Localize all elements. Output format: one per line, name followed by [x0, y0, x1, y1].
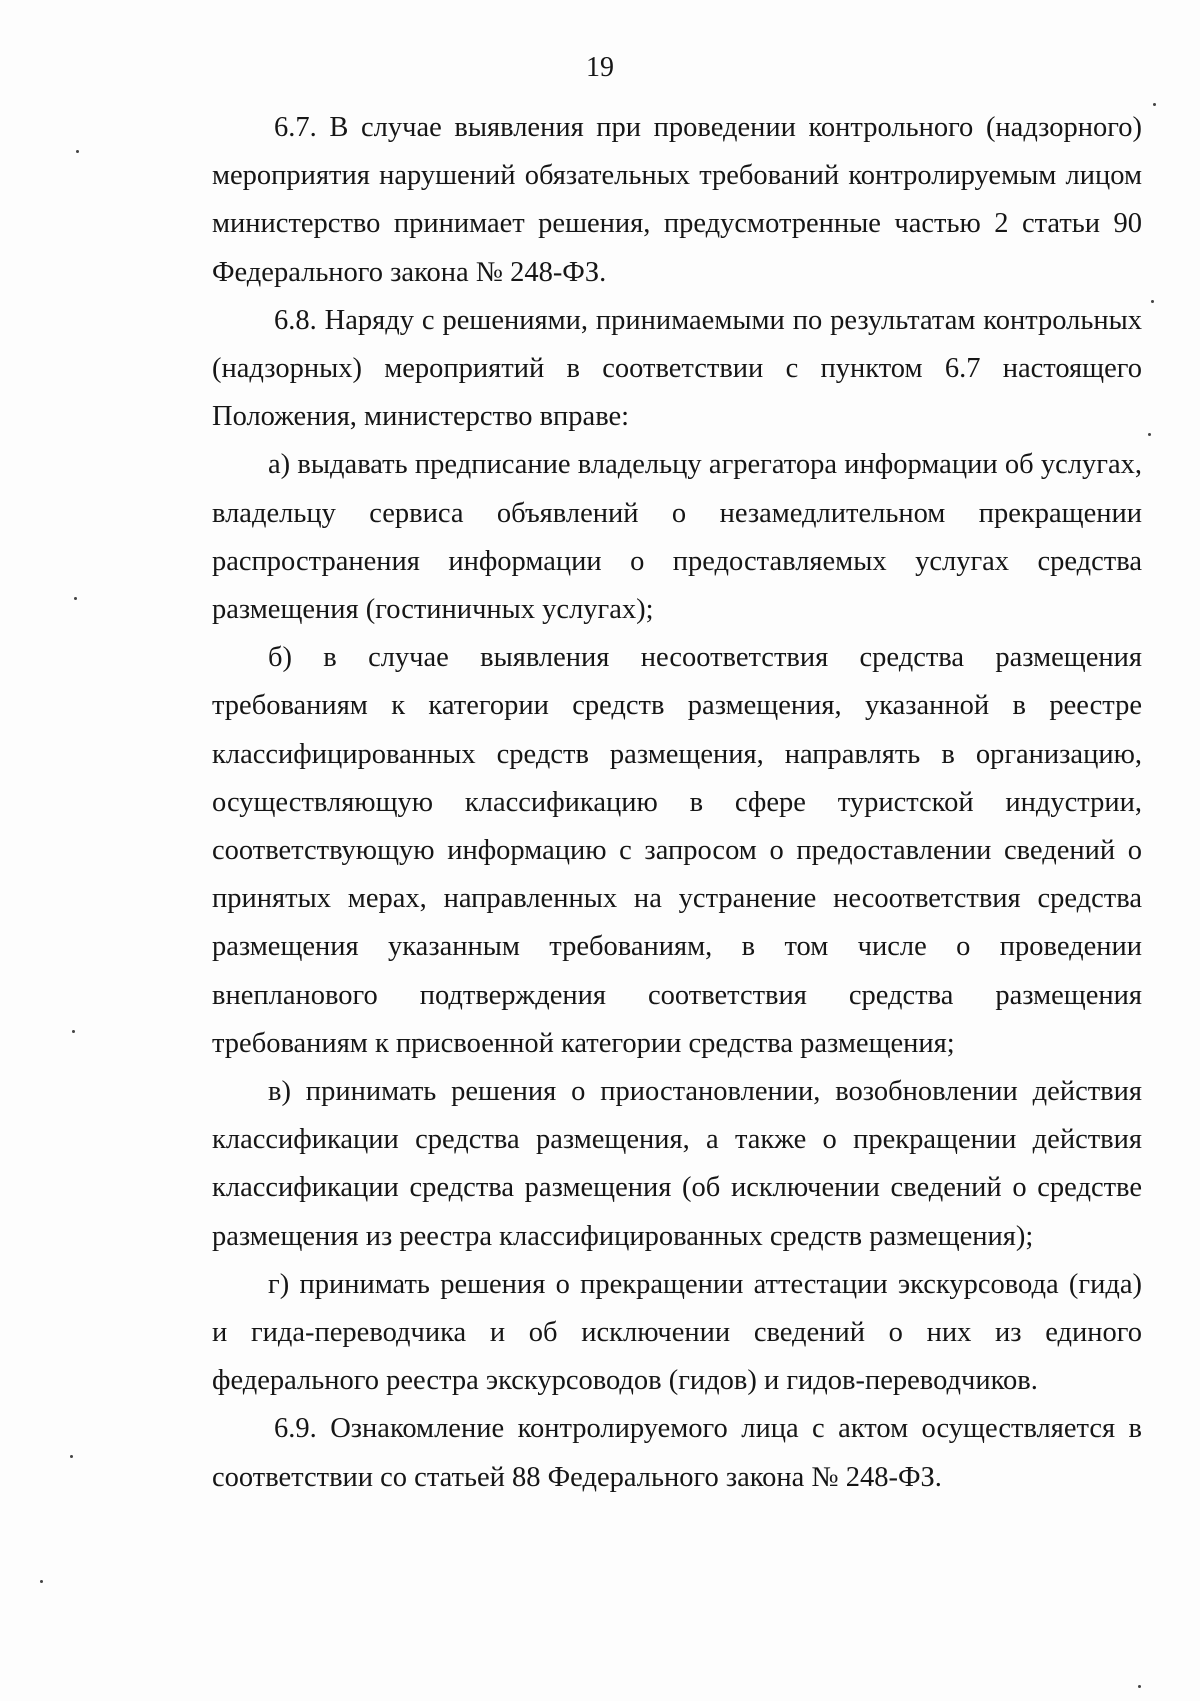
- paragraph-6-8: 6.8. Наряду с решениями, принимаемыми по результатам контрольных (надзорных) мероприятий в соответствии с пунктом 6.7 настоящего Положения, министерство вправе:: [212, 304, 1142, 433]
- page-number: 19: [586, 52, 614, 83]
- paragraph-item-a: а) выдавать предписание владельцу агрегатора информации об услугах, владельцу сервиса объявлений о незамедлительном прекращении распространения информации о предоставляемых услугах средства размещения (гостиничных услугах);: [212, 449, 1142, 626]
- paragraph-item-b: б) в случае выявления несоответствия средства размещения требованиям к категории средств размещения, указанной в реестре классифицированных средств размещения, направлять в организацию, осуществляющую классификацию в сфере туристской индустрии, соответствующую информацию с запросом о предоставлении сведений о принятых мерах, направленных на устранение несоответствия средства размещения указанным требованиям, в том числе о проведении внепланового подтверждения соответствия средства размещения требованиям к присвоенной категории средства размещения;: [212, 642, 1142, 1059]
- paragraph-6-9: 6.9. Ознакомление контролируемого лица с актом осуществляется в соответствии со статьей 88 Федерального закона № 248-ФЗ.: [212, 1413, 1142, 1493]
- scan-speck: [1151, 300, 1154, 303]
- scan-speck: [72, 1030, 75, 1033]
- paragraph-item-g: г) принимать решения о прекращении аттестации экскурсовода (гида) и гида-переводчика и об исключении сведений о них из единого федерального реестра экскурсоводов (гидов) и гидов-переводчиков.: [212, 1268, 1142, 1397]
- scan-speck: [1148, 433, 1151, 436]
- scan-speck: [70, 1455, 73, 1458]
- scan-speck: [76, 150, 79, 153]
- scan-speck: [74, 597, 77, 600]
- scan-speck: [1138, 1685, 1141, 1688]
- paragraph-6-7: 6.7. В случае выявления при проведении контрольного (надзорного) мероприятия нарушений обязательных требований контролируемым лицом министерство принимает решения, предусмотренные частью 2 статьи 90 Федерального закона № 248-ФЗ.: [212, 112, 1142, 288]
- paragraph-item-v: в) принимать решения о приостановлении, возобновлении действия классификации средства размещения, а также о прекращении действия классификации средства размещения (об исключении сведений о средстве размещения из реестра классифицированных средств размещения);: [212, 1076, 1142, 1252]
- scan-speck: [1153, 103, 1156, 106]
- scan-speck: [40, 1580, 43, 1583]
- document-body: [212, 104, 1142, 1502]
